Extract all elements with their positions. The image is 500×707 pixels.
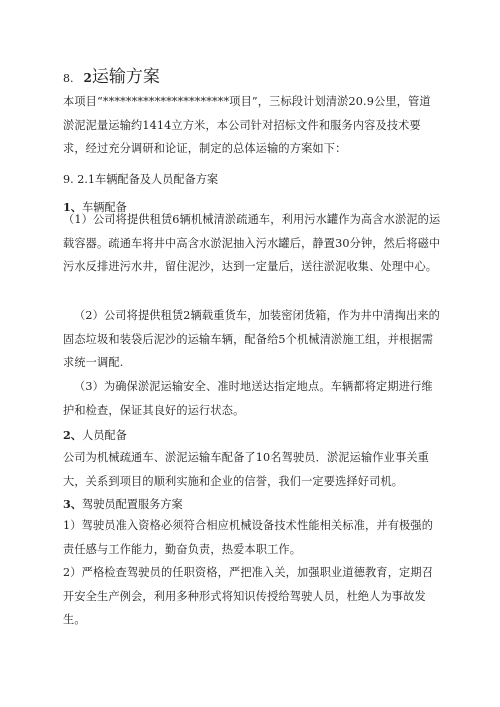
section-1-sep: 、 <box>70 200 82 214</box>
section-3-number: 3 <box>63 497 71 511</box>
heading-title: 运输方案 <box>91 67 160 87</box>
section-1-title: 车辆配备 <box>82 201 127 214</box>
section-2-title: 人员配备 <box>82 429 127 442</box>
section-3-heading <box>63 496 183 512</box>
heading-number: 8. <box>63 72 74 85</box>
paragraph-driver-2: 2）严格检查驾驶员的任职资格，严把准入关，加强职业道德教育，定期召开安全生产例会，利用多种形式将知识传授给驾驶人员，杜绝人为事故发生。 <box>63 566 434 626</box>
paragraph-vehicles-1: （1）公司将提供租赁6辆机械清淤疏通车，利用污水罐作为高含水淤泥的运载容器。疏通车将井中高含水淤泥抽入污水罐后，静置30分钟，然后将磁中污水反排进污水井，留住泥沙，达到一定量后，送往淤泥收集、处理中心。 <box>63 213 441 273</box>
section-heading <box>63 62 160 87</box>
intro-paragraph: 本项目“**********************项目”，三标段计划清淤20.9公里，管道淤泥泥量运输约1414立方米，本公司针对招标文件和服务内容及技术要求，经过充分调研和论证，制定的总体运输的方案如下： <box>63 95 431 155</box>
heading-subnumber: 2 <box>83 71 92 85</box>
section-3-sep: 、 <box>70 497 82 511</box>
section-1-number: 1 <box>63 200 71 214</box>
paragraph-vehicles-2: （2）公司将提供租赁2辆载重货车，加装密闭货箱，作为井中清掏出来的固态垃圾和装袋后泥沙的运输车辆，配备给5个机械清淤施工组，并根据需求统一调配. <box>63 309 440 369</box>
section-2-sep: 、 <box>70 428 82 442</box>
section-2-heading <box>63 427 127 443</box>
paragraph-vehicles-3: （3）为确保淤泥运输安全、准时地送达指定地点。车辆都将定期进行维护和检查，保证其良好的运行状态。 <box>63 380 433 417</box>
paragraph-staffing: 公司为机械疏通车、淤泥运输车配备了10名驾驶员．淤泥运输作业事关重大，关系到项目的顺利实施和企业的信誉，我们一定要选择好司机。 <box>63 451 429 488</box>
section-3-title: 驾驶员配置服务方案 <box>82 498 183 511</box>
subheading: 9. 2.1车辆配备及人员配备方案 <box>63 173 219 186</box>
paragraph-driver-1: 1）驾驶员准入资格必须符合相应机械设备技术性能相关标准，并有极强的责任感与工作能力，勤奋负责，热爱本职工作。 <box>63 519 434 556</box>
section-2-number: 2 <box>63 428 71 442</box>
